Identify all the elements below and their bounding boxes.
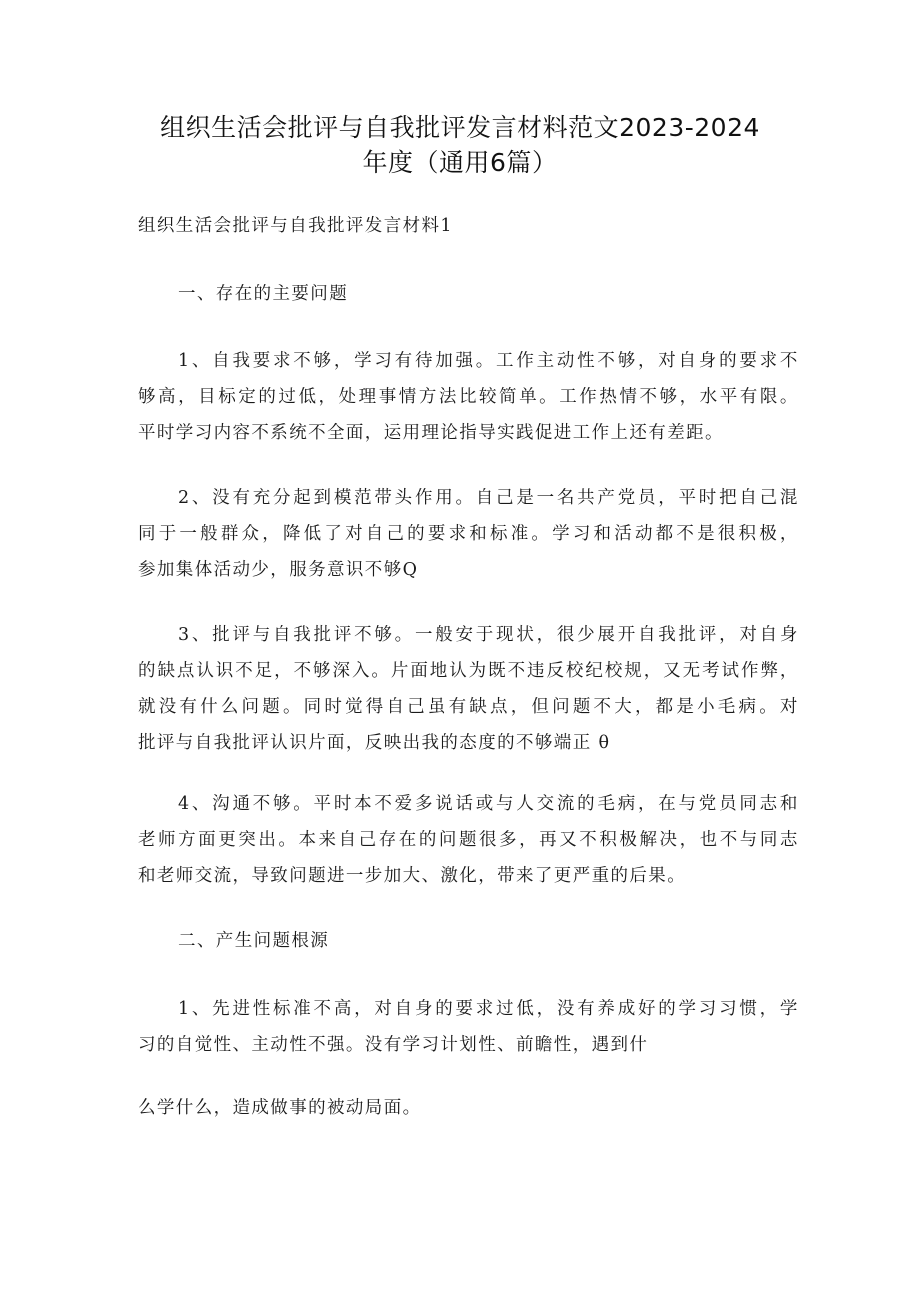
paragraph-line: 和老师交流，导致问题进一步加大、激化，带来了更严重的后果。 — [138, 866, 687, 886]
document-subtitle: 组织生活会批评与自我批评发言材料1 — [138, 216, 453, 236]
paragraph-line: 的缺点认识不足，不够深入。片面地认为既不违反校纪校规，又无考试作弊， — [138, 661, 798, 681]
paragraph-line: 1、先进性标准不高，对自身的要求过低，没有养成好的学习习惯，学 — [178, 999, 798, 1019]
paragraph-6: 么学什么，造成做事的被动局面。 — [138, 1098, 422, 1118]
section-heading-problems: 一、存在的主要问题 — [178, 284, 349, 304]
paragraph-4 — [138, 786, 798, 894]
paragraph-line: 够高，目标定的过低，处理事情方法比较简单。工作热情不够，水平有限。 — [138, 387, 798, 407]
paragraph-line: 4、沟通不够。平时本不爱多说话或与人交流的毛病，在与党员同志和 — [178, 794, 798, 814]
paragraph-line: 老师方面更突出。本来自己存在的问题很多，再又不积极解决，也不与同志 — [138, 830, 798, 850]
paragraph-line: 3、批评与自我批评不够。一般安于现状，很少展开自我批评，对自身 — [178, 625, 798, 645]
paragraph-line: 2、没有充分起到模范带头作用。自己是一名共产党员，平时把自己混 — [178, 488, 798, 508]
paragraph-1 — [138, 343, 798, 451]
paragraph-line: 习的自觉性、主动性不强。没有学习计划性、前瞻性，遇到什 — [138, 1035, 649, 1055]
paragraph-2 — [138, 480, 798, 588]
paragraph-line: 就没有什么问题。同时觉得自己虽有缺点，但问题不大，都是小毛病。对 — [138, 697, 798, 717]
paragraph-line: 同于一般群众，降低了对自己的要求和标准。学习和活动都不是很积极， — [138, 524, 798, 544]
document-title-line-2: 年度（通用6篇） — [362, 148, 558, 177]
paragraph-3 — [138, 617, 798, 761]
section-heading-root-causes: 二、产生问题根源 — [178, 931, 330, 951]
paragraph-line: 1、自我要求不够，学习有待加强。工作主动性不够，对自身的要求不 — [178, 351, 798, 371]
paragraph-line: 参加集体活动少，服务意识不够Q — [138, 560, 419, 580]
paragraph-line: 平时学习内容不系统不全面，运用理论指导实践促进工作上还有差距。 — [138, 423, 724, 443]
paragraph-line: 批评与自我批评认识片面，反映出我的态度的不够端正 θ — [138, 733, 611, 753]
paragraph-5 — [138, 991, 798, 1063]
document-title-line-1: 组织生活会批评与自我批评发言材料范文2023-2024 — [160, 113, 760, 142]
